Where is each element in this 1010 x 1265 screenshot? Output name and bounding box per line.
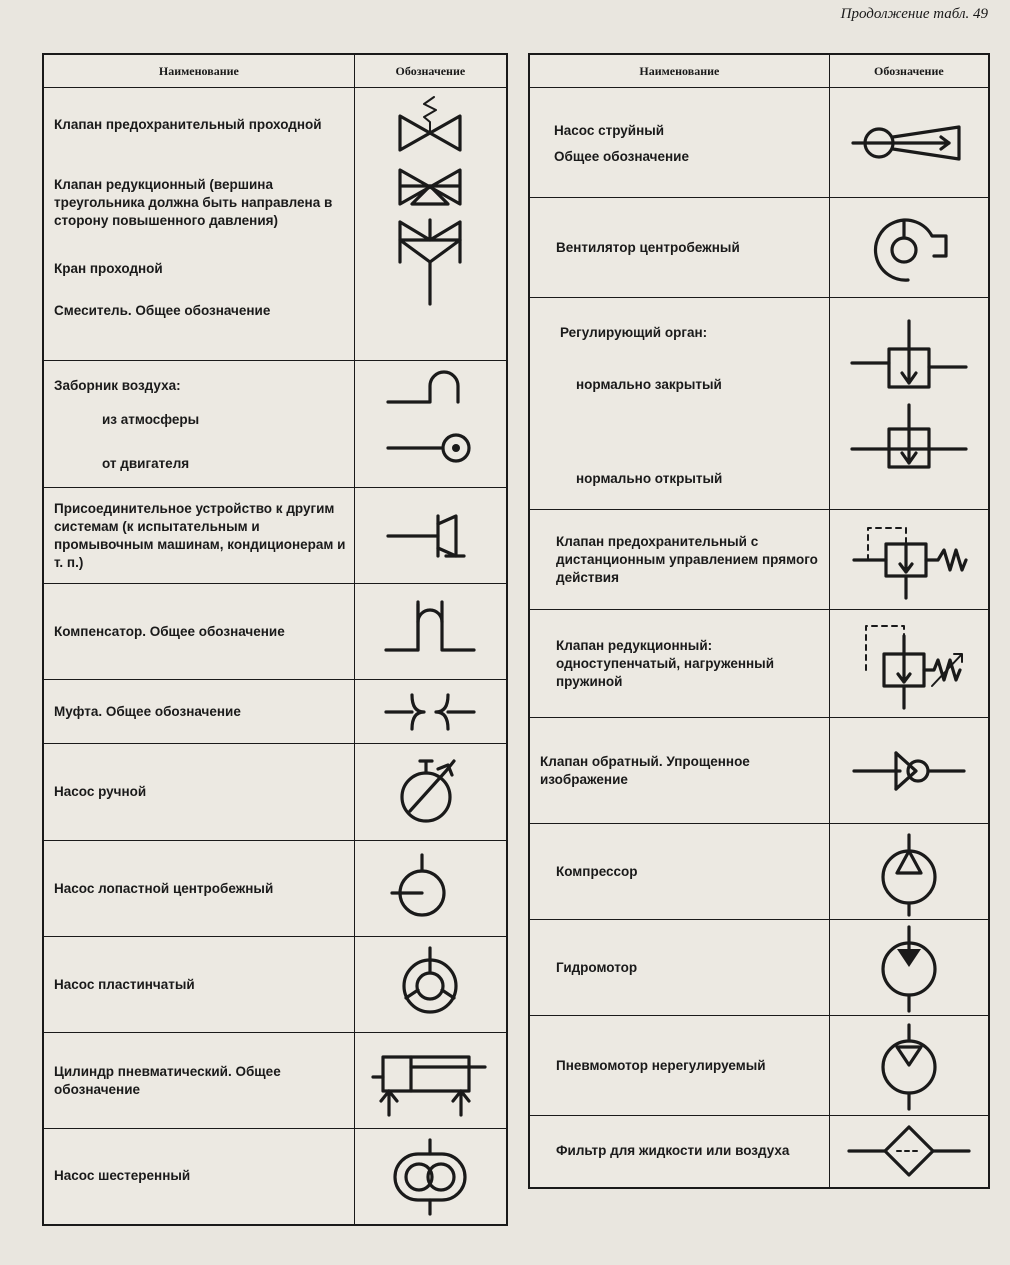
gear-pump-icon: [375, 1136, 485, 1216]
check-valve-cell: [829, 718, 989, 824]
air-intake-symbols: [380, 364, 480, 484]
check-valve-label: Клапан обратный. Упрощенное изображение: [529, 718, 829, 824]
connection-device-cell: [354, 488, 507, 584]
air-intake-engine-label: от двигателя: [102, 456, 190, 471]
centrifugal-fan-label: Вентилятор центробежный: [529, 198, 829, 298]
air-intake-title: Заборник воздуха:: [54, 378, 181, 393]
regulator-normally-closed-icon: [852, 321, 966, 387]
filter-cell: [829, 1116, 989, 1188]
jet-pump-general-label: Общее обозначение: [554, 149, 689, 164]
pneumatic-cylinder-cell: [354, 1033, 507, 1129]
regulator-normally-open-label: нормально открытый: [576, 471, 723, 486]
relief-valve-remote-icon: [844, 514, 974, 606]
compressor-cell: [829, 824, 989, 920]
hydromotor-cell: [829, 920, 989, 1016]
gear-pump-cell: [354, 1129, 507, 1225]
compensator-label: Компенсатор. Общее обозначение: [43, 584, 354, 680]
valves-symbols-cell: [354, 88, 507, 361]
header-symbol: Обозначение: [354, 54, 507, 88]
jet-pump-icon: [849, 113, 969, 173]
hand-pump-cell: [354, 744, 507, 841]
through-cock-label: Кран проходной: [54, 261, 163, 276]
regulator-symbols-cell: [829, 298, 989, 510]
reducing-valve-icon: [400, 170, 460, 204]
hydromotor-icon: [859, 923, 959, 1013]
pneumatic-cylinder-label: Цилиндр пневматический. Общее обозначение: [43, 1033, 354, 1129]
symbol-table-left: [42, 53, 508, 1226]
air-intake-names-cell: [43, 361, 354, 488]
centrifugal-pump-cell: [354, 841, 507, 937]
check-valve-icon: [844, 741, 974, 801]
pneumomotor-icon: [859, 1021, 959, 1111]
regulator-title: Регулирующий орган:: [560, 325, 708, 340]
coupling-label: Муфта. Общее обозначение: [43, 680, 354, 744]
reducing-valve-spring-icon: [844, 614, 974, 714]
jet-pump-names-cell: [529, 88, 829, 198]
vane-pump-label: Насос пластинчатый: [43, 937, 354, 1033]
centrifugal-fan-icon: [864, 208, 954, 288]
compensator-cell: [354, 584, 507, 680]
relief-valve-through-label: Клапан предохранительный проходной: [54, 117, 322, 132]
relief-valve-remote-cell: [829, 510, 989, 610]
centrifugal-pump-icon: [380, 849, 480, 929]
regulator-normally-open-icon: [852, 405, 966, 467]
vane-pump-cell: [354, 937, 507, 1033]
regulator-symbols: [844, 301, 974, 506]
centrifugal-fan-cell: [829, 198, 989, 298]
reducing-valve-spring-label: Клапан редукционный: одноступенчатый, нагруженный пружиной: [529, 610, 829, 718]
regulator-names-cell: [529, 298, 829, 510]
air-intake-symbols-cell: [354, 361, 507, 488]
compressor-icon: [859, 827, 959, 917]
table-continuation-caption: Продолжение табл. 49: [840, 6, 988, 22]
valves-names-cell: [43, 88, 354, 361]
jet-pump-cell: [829, 88, 989, 198]
hand-pump-icon: [380, 747, 480, 837]
header-symbol-right: Обозначение: [829, 54, 989, 88]
compensator-icon: [380, 592, 480, 672]
pneumomotor-cell: [829, 1016, 989, 1116]
coupling-icon: [380, 687, 480, 737]
hydromotor-label: Гидромотор: [529, 920, 829, 1016]
symbol-table-right: [528, 53, 990, 1189]
valves-symbols: [390, 92, 470, 357]
filter-icon: [839, 1121, 979, 1181]
air-intake-atmosphere-label: из атмосферы: [102, 412, 200, 427]
connection-device-label: Присоединительное устройство к другим системам (к испытательным и промывочным машинам, кондиционерам и т. п.): [43, 488, 354, 584]
mixer-label: Смеситель. Общее обозначение: [54, 303, 271, 318]
gear-pump-label: Насос шестеренный: [43, 1129, 354, 1225]
air-intake-engine-icon: [388, 435, 469, 461]
reducing-valve-spring-cell: [829, 610, 989, 718]
mixer-icon: [400, 220, 460, 304]
hand-pump-label: Насос ручной: [43, 744, 354, 841]
coupling-cell: [354, 680, 507, 744]
vane-pump-icon: [380, 940, 480, 1030]
header-name-right: Наименование: [529, 54, 829, 88]
relief-valve-icon: [400, 97, 460, 150]
jet-pump-label: Насос струйный: [554, 123, 665, 138]
relief-valve-remote-label: Клапан предохранительный с дистанционным управлением прямого действия: [529, 510, 829, 610]
header-name: Наименование: [43, 54, 354, 88]
pneumomotor-label: Пневмомотор нерегулируемый: [529, 1016, 829, 1116]
reducing-valve-label: Клапан редукционный (вершина треугольника должна быть направлена в сторону повышенного давления): [54, 177, 333, 228]
compressor-label: Компрессор: [529, 824, 829, 920]
centrifugal-pump-label: Насос лопастной центробежный: [43, 841, 354, 937]
filter-label: Фильтр для жидкости или воздуха: [529, 1116, 829, 1188]
air-intake-atmosphere-icon: [388, 372, 458, 402]
connection-device-icon: [380, 506, 480, 566]
regulator-normally-closed-label: нормально закрытый: [576, 377, 722, 392]
pneumatic-cylinder-icon: [365, 1041, 495, 1121]
